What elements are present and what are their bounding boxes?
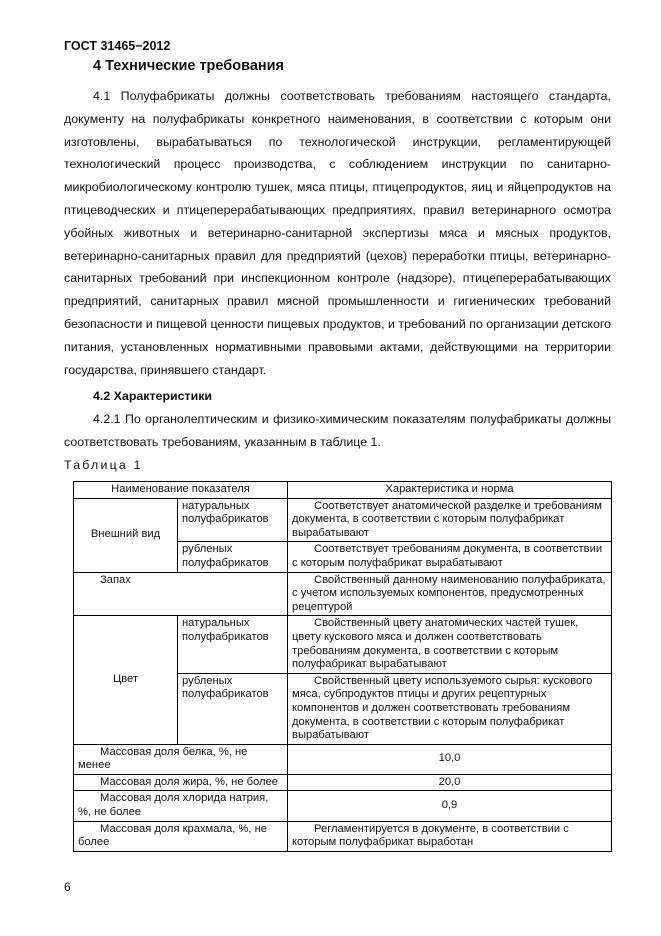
table-row bbox=[74, 744, 612, 774]
appearance-natural-norm: Соответствует анатомической разделке и требованиям документа, в соответствии с которым полуфабрикат вырабатывают bbox=[288, 498, 612, 542]
paragraph-4-2-1: 4.2.1 По органолептическим и физико-химическим показателям полуфабрикаты должны соответствовать требованиям, указанным в таблице 1. bbox=[64, 412, 611, 449]
table-row bbox=[74, 791, 612, 821]
color-minced-norm: Свойственный цвету используемого сырья: кускового мяса, субпродуктов птицы и других рецептурных компонентов и должен соответствовать требованиям документа, в соответствии с которым полуфабрикат вырабатывают bbox=[288, 673, 612, 744]
color-label: Цвет bbox=[74, 616, 178, 744]
header-norm: Характеристика и норма bbox=[288, 482, 612, 499]
standard-number: ГОСТ 31465−2012 bbox=[64, 39, 171, 53]
salt-label: Массовая доля хлорида натрия, %, не более bbox=[74, 791, 288, 821]
appearance-minced-norm: Соответствует требованиям документа, в соответствии с которым полуфабрикат вырабатывают bbox=[288, 542, 612, 572]
requirements-table bbox=[73, 481, 612, 852]
table-row bbox=[74, 572, 612, 616]
section-title: 4 Технические требования bbox=[93, 58, 285, 74]
color-natural-sub: натуральных полуфабрикатов bbox=[178, 616, 288, 673]
smell-norm: Свойственный данному наименованию полуфабриката, с учетом используемых компонентов, предусмотренных рецептурой bbox=[288, 572, 612, 616]
protein-label: Массовая доля белка, %, не менее bbox=[74, 744, 288, 774]
fat-value: 20,0 bbox=[288, 774, 612, 791]
color-natural-norm: Свойственный цвету анатомических частей тушек, цвету кускового мяса и должен соответствовать требованиям документа, в соответствии с которым полуфабрикат вырабатывают bbox=[288, 616, 612, 673]
table-row bbox=[74, 774, 612, 791]
table-row bbox=[74, 498, 612, 542]
protein-value: 10,0 bbox=[288, 744, 612, 774]
table-caption: Таблица 1 bbox=[64, 458, 143, 472]
fat-label: Массовая доля жира, %, не более bbox=[74, 774, 288, 791]
header-indicator: Наименование показателя bbox=[74, 482, 288, 499]
color-minced-sub: рубленых полуфабрикатов bbox=[178, 673, 288, 744]
appearance-minced-sub: рубленых полуфабрикатов bbox=[178, 542, 288, 572]
appearance-label: Внешний вид bbox=[74, 498, 178, 572]
subsection-title: 4.2 Характеристики bbox=[93, 389, 213, 403]
table-row bbox=[74, 821, 612, 851]
paragraph-4-1: 4.1 Полуфабрикаты должны соответствовать требованиям настоящего стандарта, документу на полуфабрикаты конкретного наименования, в соответствии с которым они изготовлены, вырабатываться по технологической инструкции, регламентирующей технологический процесс производства, с соблюдением инструкции по санитарно-микробиологическому контролю тушек, мяса птицы, птицепродуктов, яиц и яйцепродуктов на птицеводческих и птицеперерабатывающих предприятиях, правил ветеринарного осмотра убойных животных и ветеринарно-санитарной экспертизы мяса и мясных продуктов, ветеринарно-санитарных правил для предприятий (цехов) переработки птицы, ветеринарно-санитарных требований при инспекционном контроле (надзоре), птицеперерабатывающих предприятий, санитарных правил мясной промышленности и гигиенических требований безопасности и пищевой ценности пищевых продуктов, и требований по организации детского питания, установленных нормативными правовыми актами, действующими на территории государства, принявшего стандарт. bbox=[64, 89, 611, 377]
table-header-row bbox=[74, 482, 612, 499]
page-number: 6 bbox=[64, 880, 71, 894]
starch-value: Регламентируется в документе, в соответствии с которым полуфабрикат выработан bbox=[288, 821, 612, 851]
salt-value: 0,9 bbox=[288, 791, 612, 821]
smell-label: Запах bbox=[74, 572, 288, 616]
starch-label: Массовая доля крахмала, %, не более bbox=[74, 821, 288, 851]
appearance-natural-sub: натуральных полуфабрикатов bbox=[178, 498, 288, 542]
table-row bbox=[74, 616, 612, 673]
